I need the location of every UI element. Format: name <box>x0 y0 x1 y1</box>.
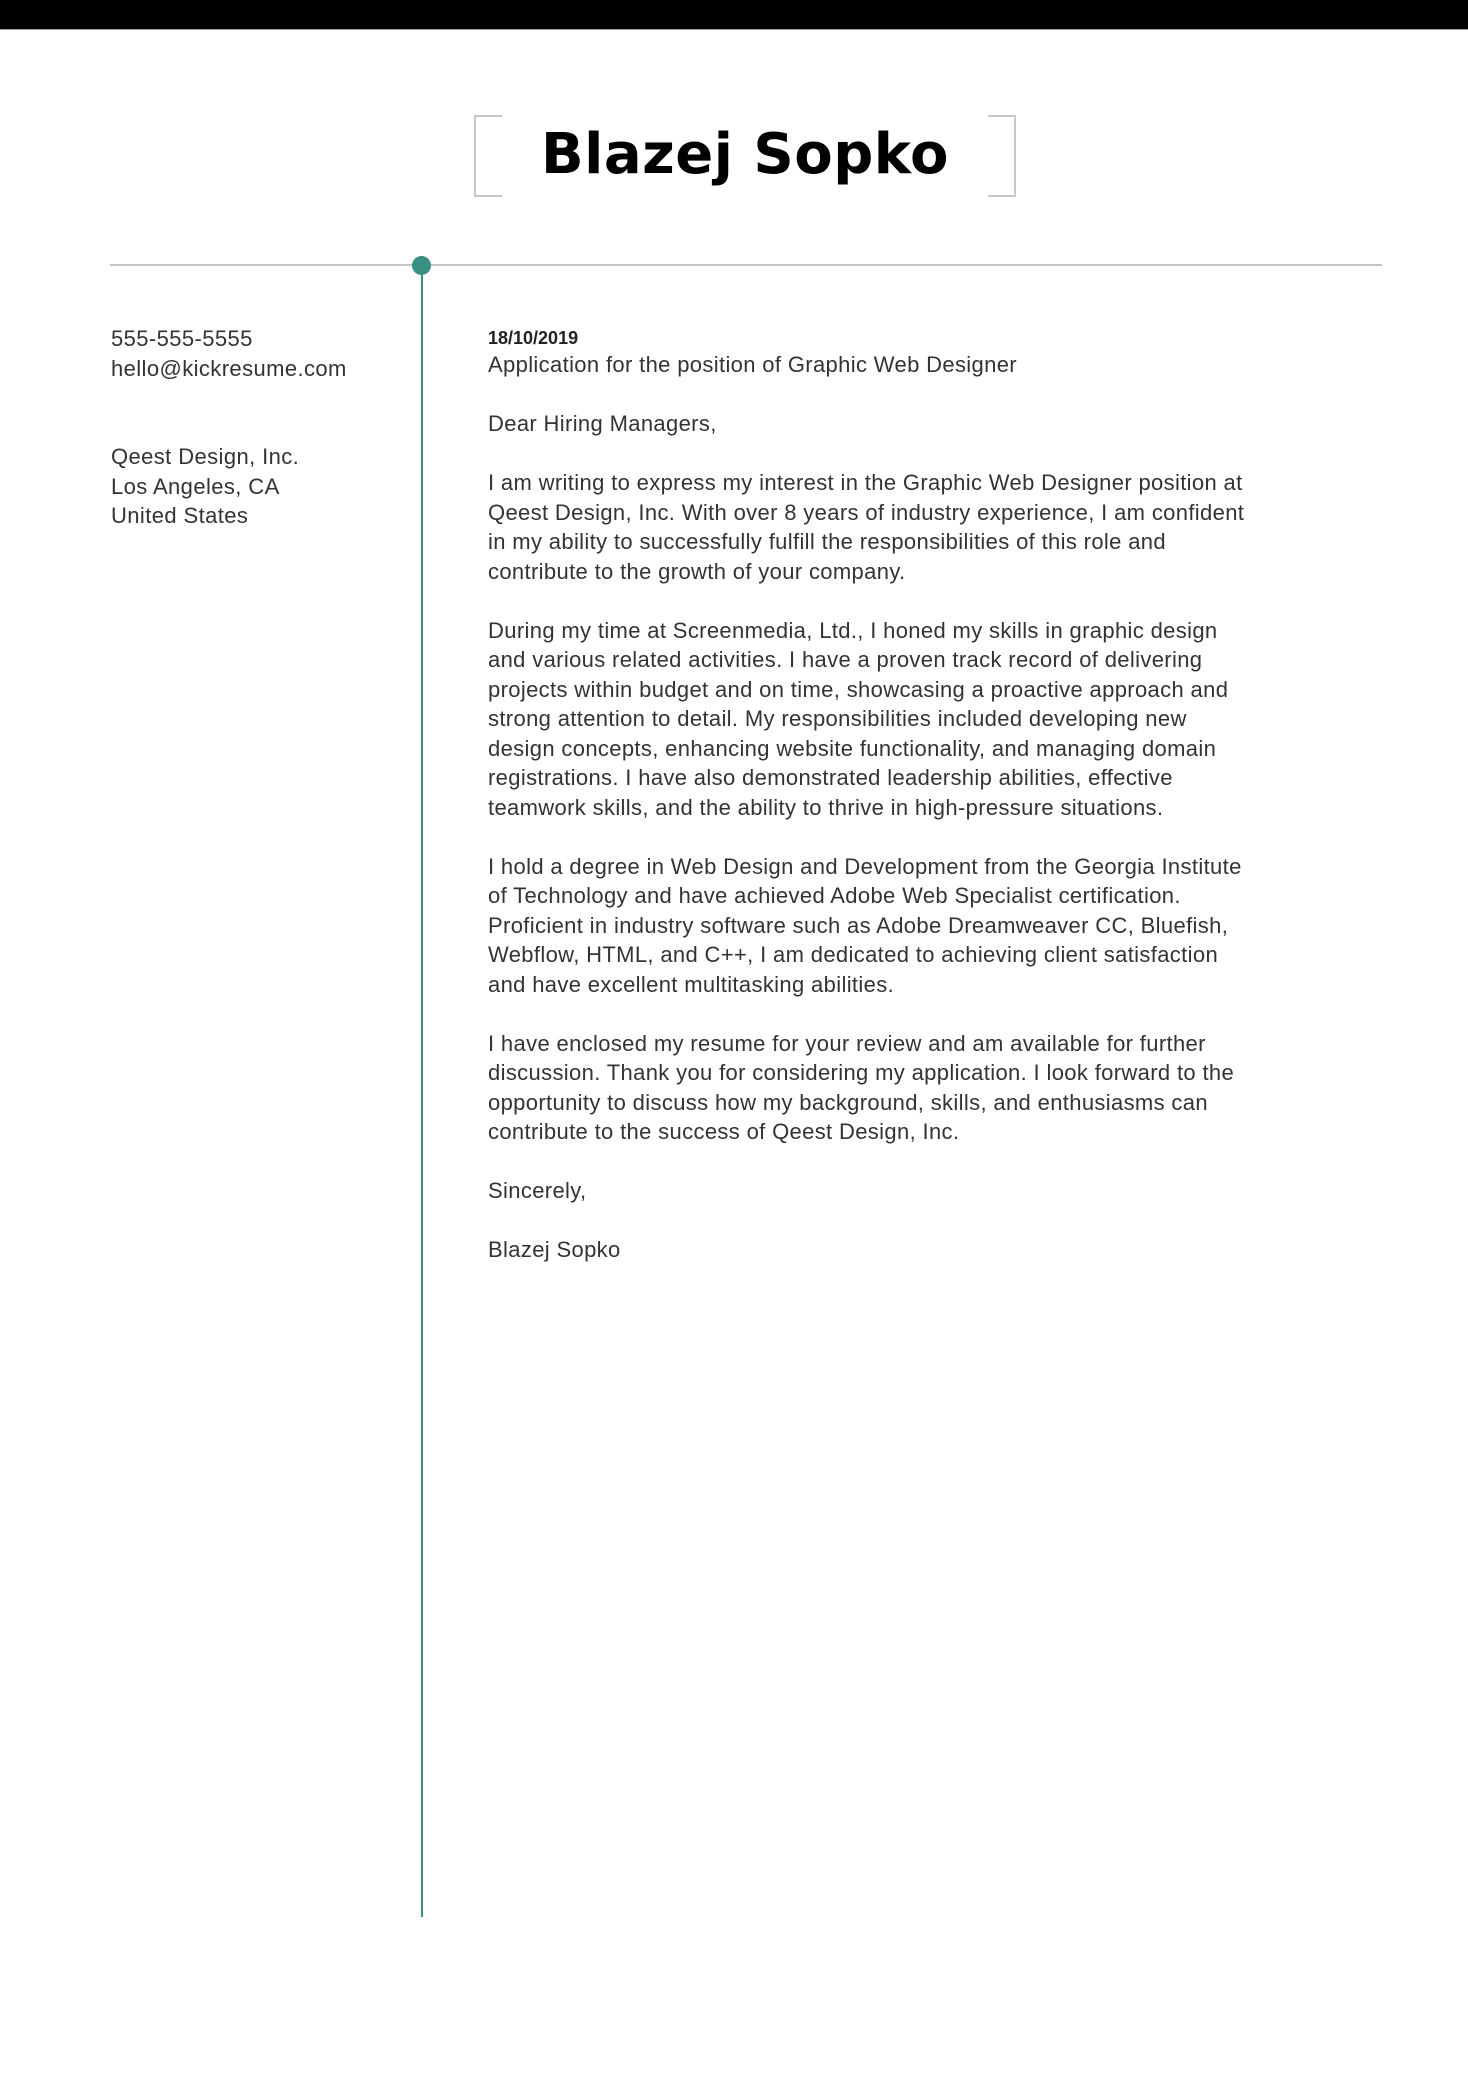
name-header <box>474 115 1016 195</box>
paragraph-line: and have excellent multitasking abilities. <box>488 971 895 997</box>
paragraph-line: I hold a degree in Web Design and Development from the Georgia Institute <box>488 853 1242 879</box>
paragraph-line: strong attention to detail. My responsibilities included developing new <box>488 706 1187 731</box>
recipient-city: Los Angeles, CA <box>111 473 280 499</box>
paragraph-4 <box>488 1029 1388 1147</box>
top-bar <box>0 0 1468 30</box>
paragraph-line: During my time at Screenmedia, Ltd., I honed my skills in graphic design <box>488 617 1218 643</box>
paragraph-line: in my ability to successfully fulfill the responsibilities of this role and <box>488 529 1166 554</box>
salutation-block <box>488 409 1388 439</box>
signature-block <box>488 1235 1388 1265</box>
paragraph-line: I have enclosed my resume for your review and am available for further <box>488 1030 1206 1056</box>
closing-block <box>488 1176 1388 1206</box>
phone-number: 555-555-5555 <box>111 326 253 351</box>
paragraph-3 <box>488 852 1388 1000</box>
paragraph-line: Proficient in industry software such as Adobe Dreamweaver CC, Bluefish, <box>488 912 1229 938</box>
paragraph-1 <box>488 468 1388 586</box>
paragraph-line: design concepts, enhancing website functionality, and managing domain <box>488 735 1217 761</box>
spacer <box>111 383 401 442</box>
paragraph-line: registrations. I have also demonstrated leadership abilities, effective <box>488 765 1173 790</box>
vertical-divider <box>421 266 423 1917</box>
letter-date: 18/10/2019 <box>488 328 579 348</box>
salutation: Dear Hiring Managers, <box>488 411 717 436</box>
paragraph-line: teamwork skills, and the ability to thrive in high-pressure situations. <box>488 794 1164 820</box>
timeline-dot-icon <box>412 256 431 275</box>
recipient-country: United States <box>111 503 249 528</box>
paragraph-line: projects within budget and on time, showcasing a proactive approach and <box>488 676 1229 702</box>
applicant-name: Blazej Sopko <box>540 122 950 187</box>
paragraph-line: Qeest Design, Inc. With over 8 years of industry experience, I am confident <box>488 499 1245 525</box>
email-address: hello@kickresume.com <box>111 355 347 381</box>
sidebar-contact <box>111 324 401 531</box>
paragraph-line: and various related activities. I have a proven track record of delivering <box>488 647 1203 672</box>
paragraph-line: contribute to the success of Qeest Design, Inc. <box>488 1119 960 1144</box>
paragraph-line: of Technology and have achieved Adobe Web Specialist certification. <box>488 883 1181 908</box>
paragraph-2 <box>488 616 1388 823</box>
paragraph-line: I am writing to express my interest in the Graphic Web Designer position at <box>488 470 1243 495</box>
horizontal-divider <box>110 264 1382 266</box>
recipient-company: Qeest Design, Inc. <box>111 444 300 469</box>
letter-body <box>488 327 1388 1294</box>
letter-subject: Application for the position of Graphic Web Designer <box>488 352 1017 377</box>
paragraph-line: discussion. Thank you for considering my application. I look forward to the <box>488 1060 1235 1085</box>
paragraph-line: opportunity to discuss how my background, skills, and enthusiasms can <box>488 1089 1208 1115</box>
paragraph-line: contribute to the growth of your company. <box>488 558 906 584</box>
signature: Blazej Sopko <box>488 1237 621 1262</box>
paragraph-line: Webflow, HTML, and C++, I am dedicated to achieving client satisfaction <box>488 942 1219 967</box>
letter-subject-block <box>488 350 1388 380</box>
closing: Sincerely, <box>488 1178 587 1203</box>
